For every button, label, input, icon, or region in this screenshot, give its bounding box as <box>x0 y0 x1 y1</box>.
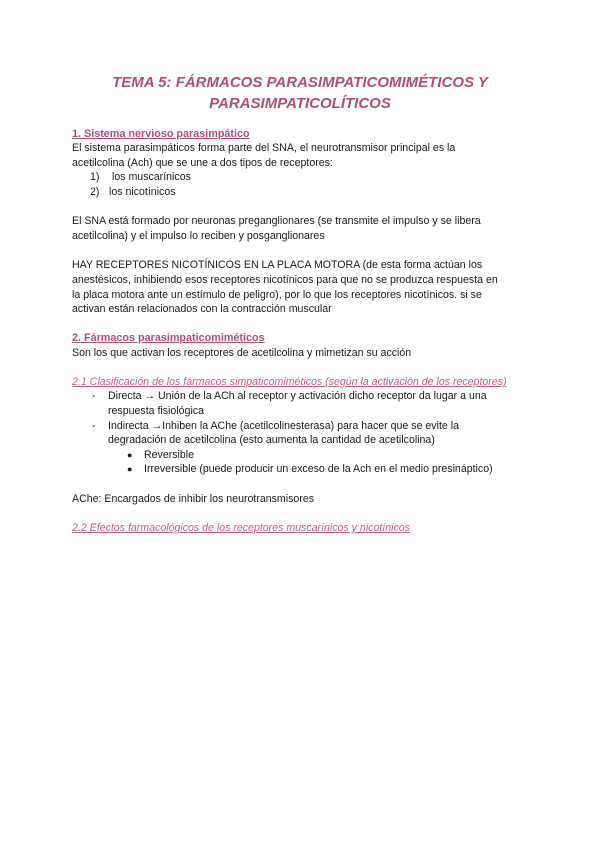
section-1-paragraph-3-line-1: HAY RECEPTORES NICOTÍNICOS EN LA PLACA MOTORA (de esta forma actúan los <box>72 259 483 271</box>
dash-marker-2: - <box>92 420 96 432</box>
section-1-paragraph-2-line-2: acetilcolina) y el impulso lo reciben y posganglionares <box>72 230 325 242</box>
section-1-heading: 1. Sistema nervioso parasimpático <box>72 128 250 140</box>
section-1-paragraph-1-line-1: El sistema parasimpáticos forma parte del SNA, el neurotransmisor principal es la <box>72 142 456 154</box>
section-2-paragraph-1: Son los que activan los receptores de acetilcolina y mimetizan su acción <box>72 347 412 359</box>
bullet-irreversible: Irreversible (puede producir un exceso de la Ach en el medio presináptico) <box>144 463 493 475</box>
dash-marker-1: - <box>92 390 96 402</box>
ache-definition: AChe: Encargados de inhibir los neurotransmisores <box>72 493 315 505</box>
section-1-paragraph-2-line-1: El SNA está formado por neuronas preganglionares (se transmite el impulso y se libera <box>72 215 481 227</box>
directa-line-1: Directa → Unión de la ACh al receptor y activación dicho receptor da lugar a una <box>108 390 487 402</box>
list-item-muscarinicos: los muscarínicos <box>112 171 191 183</box>
section-1-paragraph-3-line-2: anestésicos, inhibiendo esos receptores nicotínicos para que no se produzca respuesta en <box>72 274 498 286</box>
bullet-marker-2: ● <box>127 464 133 474</box>
document-title-line-1: TEMA 5: FÁRMACOS PARASIMPATICOMIMÉTICOS Y <box>112 74 488 91</box>
bullet-reversible: Reversible <box>144 449 195 461</box>
directa-line-2: respuesta fisiológica <box>108 405 204 417</box>
bullet-marker-1: ● <box>127 450 133 460</box>
list-number-2: 2) <box>90 186 100 198</box>
list-number-1: 1) <box>90 171 100 183</box>
subsection-2-2-heading: 2.2 Efectos farmacológicos de los receptores muscarínicos y nicotínicos <box>72 522 410 534</box>
section-1-paragraph-3-line-3: la placa motora ante un estímulo de peligro), por lo que los receptores nicotínicos. si se <box>72 289 482 301</box>
indirecta-line-2: degradación de acetilcolina (esto aumenta la cantidad de acetilcolina) <box>108 434 435 446</box>
section-1-paragraph-3-line-4: activan están relacionados con la contracción muscular <box>72 303 332 315</box>
indirecta-line-1: Indirecta →Inhiben la AChe (acetilcolinesterasa) para hacer que se evite la <box>108 420 459 432</box>
section-1-paragraph-1-line-2: acetilcolina (Ach) que se une a dos tipos de receptores: <box>72 157 333 169</box>
document-title-line-2: PARASIMPATICOLÍTICOS <box>209 95 391 112</box>
section-2-heading: 2. Fármacos parasimpaticomiméticos <box>72 332 265 344</box>
subsection-2-1-heading: 2.1 Clasificación de los fármacos simpaticomiméticos (según la activación de los receptores) <box>72 376 507 388</box>
list-item-nicotinicos: los nicotínicos <box>109 186 176 198</box>
